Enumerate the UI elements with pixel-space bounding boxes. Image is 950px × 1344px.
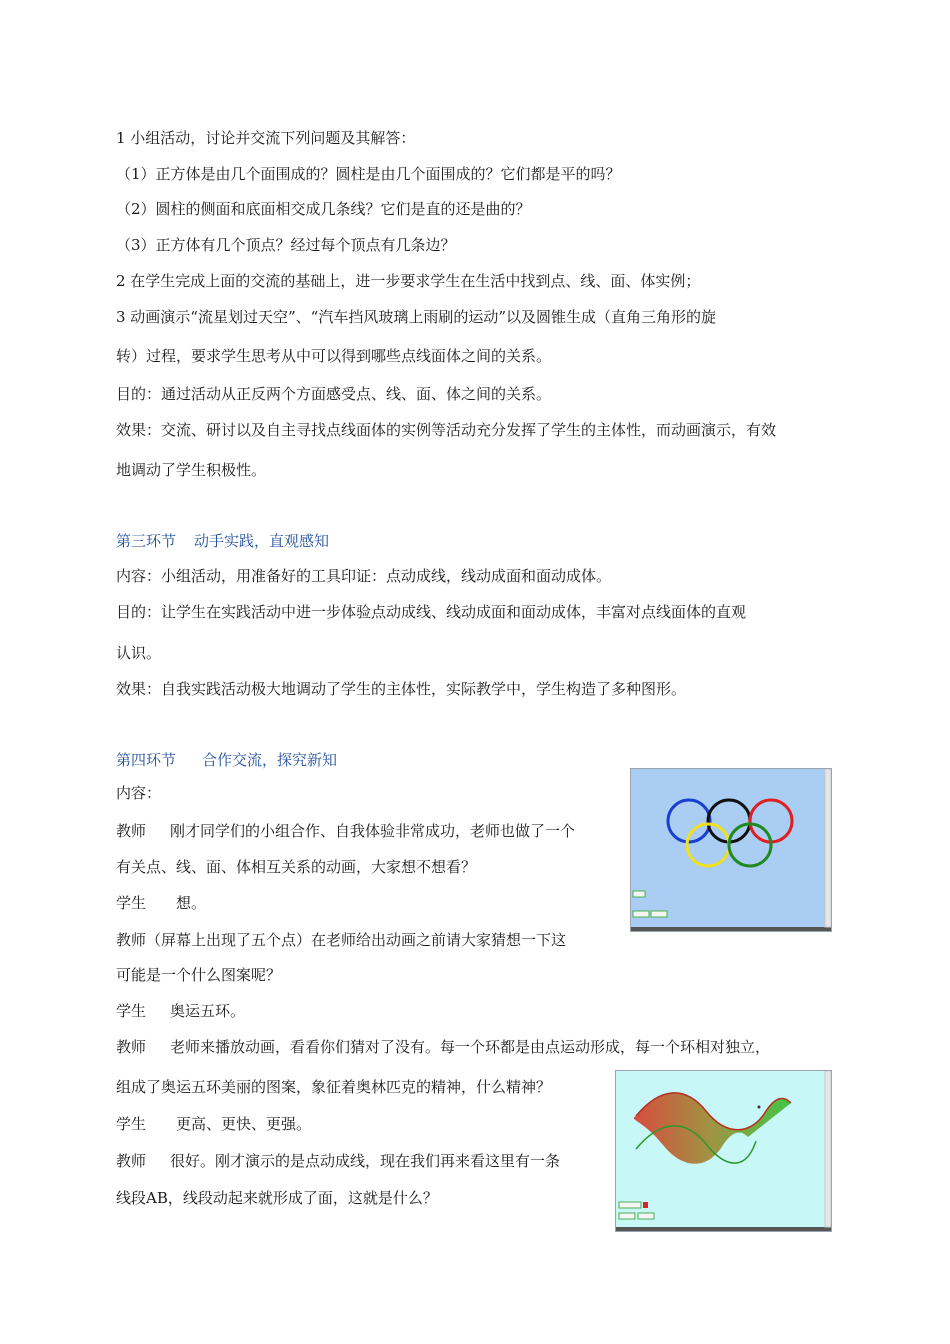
dialogue-line xyxy=(116,1001,245,1021)
step-button[interactable] xyxy=(651,911,667,917)
green-ring xyxy=(729,824,771,866)
horizontal-scrollbar[interactable] xyxy=(616,1227,831,1231)
dialogue-line xyxy=(116,893,206,913)
speaker: 学生 xyxy=(116,1002,147,1020)
section-heading-3 xyxy=(116,531,329,551)
section-label: 第四环节 xyxy=(116,751,177,769)
dialogue-line xyxy=(116,1114,311,1134)
horizontal-scrollbar[interactable] xyxy=(631,927,831,931)
text-line: 有关点、线、面、体相互关系的动画，大家想不想看？ xyxy=(116,858,477,876)
speaker: 学生 xyxy=(116,1115,147,1133)
text-line: 内容： xyxy=(116,784,162,802)
dialogue-text: 奥运五环。 xyxy=(170,1002,246,1020)
dialogue-line xyxy=(116,821,575,841)
point-a xyxy=(758,1106,761,1109)
text-line: 目的：通过活动从正反两个方面感受点、线、面、体之间的关系。 xyxy=(116,385,552,403)
olympic-rings-image xyxy=(631,769,831,931)
dialogue-text: 想。 xyxy=(176,894,207,912)
text-line: 效果：自我实践活动极大地调动了学生的主体性，实际教学中，学生构造了多种图形。 xyxy=(116,680,687,698)
text-line: （2）圆柱的侧面和底面相交成几条线？它们是直的还是曲的？ xyxy=(116,200,531,218)
step-button[interactable] xyxy=(638,1213,654,1219)
text-line: 1 小组活动，讨论并交流下列问题及其解答： xyxy=(116,129,416,147)
wave-surface-image xyxy=(616,1071,831,1231)
text-line: 教师（屏幕上出现了五个点）在老师给出动画之前请大家猜想一下这 xyxy=(116,931,567,949)
text-line: 转）过程，要求学生思考从中可以得到哪些点线面体之间的关系。 xyxy=(116,347,552,365)
surface-animation-figure xyxy=(615,1070,832,1232)
text-line: 效果：交流、研讨以及自主寻找点线面体的实例等活动充分发挥了学生的主体性，而动画演示，有效 xyxy=(116,421,777,439)
section-heading-4 xyxy=(116,750,337,770)
section-title: 合作交流，探究新知 xyxy=(202,751,338,769)
section-title: 动手实践，直观感知 xyxy=(194,532,330,550)
text-line: 地调动了学生积极性。 xyxy=(116,461,267,479)
wave-surface xyxy=(634,1093,791,1164)
text-line: 目的：让学生在实践活动中进一步体验点动成线、线动成面和面动成体，丰富对点线面体的直观 xyxy=(116,603,747,621)
control-indicator xyxy=(643,1202,648,1208)
text-line: 可能是一个什么图案呢？ xyxy=(116,966,282,984)
dialogue-line xyxy=(116,1037,770,1057)
black-ring xyxy=(708,800,750,842)
control-button[interactable] xyxy=(633,891,645,897)
control-button[interactable] xyxy=(619,1202,641,1208)
vertical-scrollbar[interactable] xyxy=(825,769,831,927)
vertical-scrollbar[interactable] xyxy=(825,1071,831,1227)
play-button[interactable] xyxy=(619,1213,635,1219)
dialogue-text: 老师来播放动画，看看你们猜对了没有。每一个环都是由点运动形成，每一个环相对独立， xyxy=(170,1038,771,1056)
dialogue-line xyxy=(116,1151,560,1171)
section-label: 第三环节 xyxy=(116,532,177,550)
text-line: 线段AB，线段动起来就形成了面，这就是什么？ xyxy=(116,1189,438,1207)
speaker: 教师 xyxy=(116,1152,147,1170)
text-line: （1）正方体是由几个面围成的？圆柱是由几个面围成的？它们都是平的吗？ xyxy=(116,165,621,183)
text-line: 认识。 xyxy=(116,644,162,662)
olympic-rings-figure xyxy=(630,768,832,932)
play-button[interactable] xyxy=(633,911,649,917)
dialogue-text: 刚才同学们的小组合作、自我体验非常成功，老师也做了一个 xyxy=(170,822,576,840)
text-line: 内容：小组活动，用准备好的工具印证：点动成线，线动成面和面动成体。 xyxy=(116,567,612,585)
speaker: 学生 xyxy=(116,894,147,912)
speaker: 教师 xyxy=(116,1038,147,1056)
dialogue-text: 更高、更快、更强。 xyxy=(176,1115,312,1133)
text-line: 3 动画演示“流星划过天空”、“汽车挡风玻璃上雨刷的运动”以及圆锥生成（直角三角形的旋 xyxy=(116,308,716,326)
text-line: 2 在学生完成上面的交流的基础上，进一步要求学生在生活中找到点、线、面、体实例； xyxy=(116,272,701,290)
text-line: 组成了奥运五环美丽的图案，象征着奥林匹克的精神，什么精神？ xyxy=(116,1078,552,1096)
red-ring xyxy=(750,800,792,842)
text-line: （3）正方体有几个顶点？经过每个顶点有几条边？ xyxy=(116,236,456,254)
speaker: 教师 xyxy=(116,822,147,840)
dialogue-text: 很好。刚才演示的是点动成线，现在我们再来看这里有一条 xyxy=(170,1152,561,1170)
